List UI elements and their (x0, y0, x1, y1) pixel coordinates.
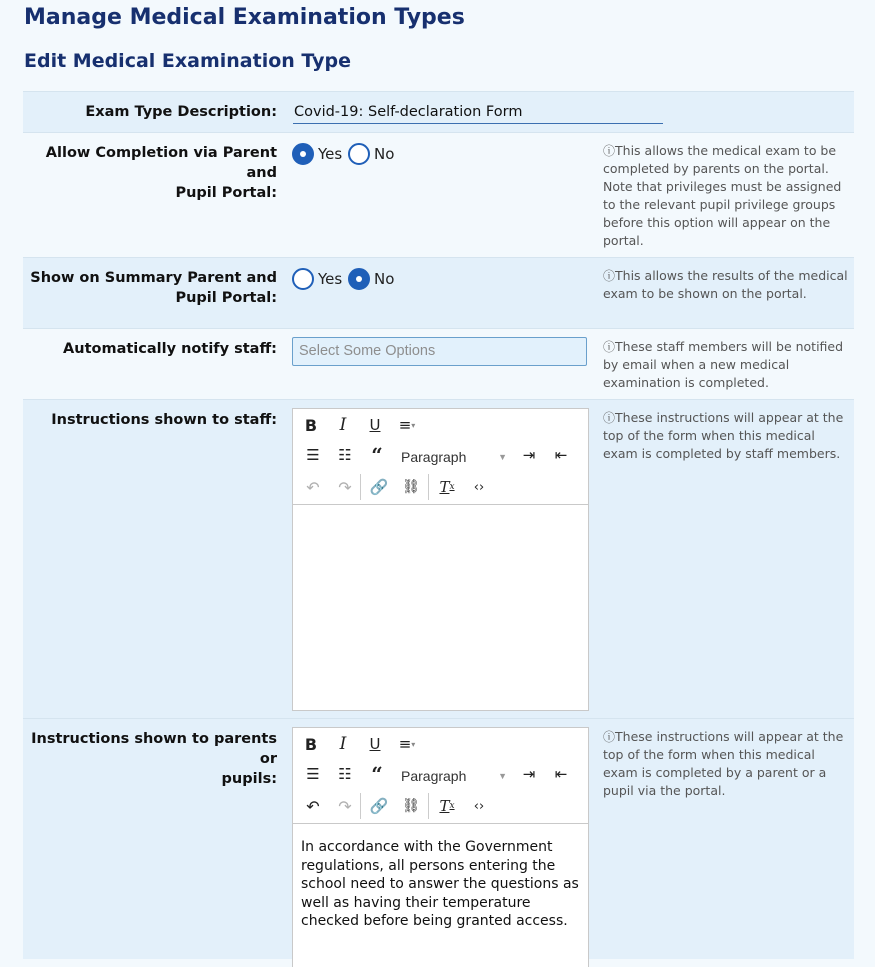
radio-checked-icon (292, 143, 314, 165)
staff-instructions-label: Instructions shown to staff: (51, 412, 277, 428)
info-icon: ⓘ (603, 340, 616, 354)
numbered-list-icon[interactable]: ☷ (338, 446, 352, 464)
info-icon: ⓘ (603, 144, 616, 158)
notify-staff-help: ⓘThese staff members will be notified by email when a new medical examination is completed. (603, 339, 844, 390)
outdent-icon[interactable]: ⇤ (554, 765, 568, 783)
chevron-down-icon: ▼ (498, 771, 507, 781)
bullet-list-icon[interactable]: ☰ (306, 765, 320, 783)
show-summary-help: ⓘThis allows the results of the medical exam to be shown on the portal. (603, 268, 848, 301)
row-allow-completion (23, 133, 854, 258)
unlink-icon[interactable]: ⛓ (402, 479, 420, 495)
link-icon[interactable]: 🔗 (369, 478, 389, 496)
link-icon[interactable]: 🔗 (369, 797, 389, 815)
description-label: Exam Type Description: (85, 104, 277, 120)
row-parent-instructions (23, 719, 854, 959)
section-title: Edit Medical Examination Type (24, 50, 351, 72)
underline-icon[interactable]: U (369, 735, 381, 753)
radio-unchecked-icon (292, 268, 314, 290)
notify-staff-label: Automatically notify staff: (63, 341, 277, 357)
align-icon[interactable]: ≡ ▾ (398, 416, 416, 434)
toolbar-divider (360, 474, 361, 500)
notify-staff-select[interactable]: Select Some Options (292, 337, 587, 366)
blockquote-icon[interactable]: “ (371, 443, 383, 467)
info-icon: ⓘ (603, 730, 616, 744)
row-show-summary (23, 258, 854, 329)
source-code-icon[interactable]: ‹› (473, 798, 485, 814)
row-description (23, 92, 854, 133)
source-code-icon[interactable]: ‹› (473, 479, 485, 495)
parent-instructions-content[interactable]: In accordance with the Government regulations, all persons entering the school need to answer the questions as well as having their temperature checked before being granted access. (301, 839, 579, 929)
allow-completion-no-radio[interactable]: No (348, 143, 394, 165)
indent-icon[interactable]: ⇥ (522, 446, 536, 464)
bullet-list-icon[interactable]: ☰ (306, 446, 320, 464)
edit-form (23, 91, 854, 929)
blockquote-icon[interactable]: “ (371, 762, 383, 786)
italic-icon[interactable]: I (339, 415, 347, 435)
parent-instructions-label: Instructions shown to parents or pupils: (31, 731, 277, 787)
chevron-down-icon: ▼ (498, 452, 507, 462)
allow-completion-yes-radio[interactable]: Yes (292, 143, 342, 165)
allow-completion-label: Allow Completion via Parent and Pupil Portal: (45, 145, 277, 201)
indent-icon[interactable]: ⇥ (522, 765, 536, 783)
redo-icon[interactable]: ↷ (338, 796, 352, 816)
undo-icon[interactable]: ↶ (306, 796, 320, 816)
staff-instructions-content[interactable] (293, 505, 588, 710)
clear-format-icon[interactable]: T x (439, 478, 455, 496)
bold-icon[interactable]: B (304, 415, 318, 435)
radio-unchecked-icon (348, 143, 370, 165)
outdent-icon[interactable]: ⇤ (554, 446, 568, 464)
align-icon[interactable]: ≡ ▾ (398, 735, 416, 753)
unlink-icon[interactable]: ⛓ (402, 798, 420, 814)
staff-instructions-help: ⓘThese instructions will appear at the top of the form when this medical exam is completed by staff members. (603, 410, 844, 461)
allow-completion-help: ⓘThis allows the medical exam to be completed by parents on the portal. Note that privileges must be assigned to the relevant pupil privilege groups before this option will appear on the portal. (603, 143, 842, 248)
bold-icon[interactable]: B (304, 734, 318, 754)
info-icon: ⓘ (603, 411, 616, 425)
undo-icon[interactable]: ↶ (306, 477, 320, 497)
show-summary-label: Show on Summary Parent and Pupil Portal: (30, 270, 277, 306)
parent-instructions-help: ⓘThese instructions will appear at the top of the form when this medical exam is completed by a parent or a pupil via the portal. (603, 729, 844, 798)
description-input[interactable] (293, 100, 663, 124)
info-icon: ⓘ (603, 269, 616, 283)
toolbar-divider (360, 793, 361, 819)
toolbar-divider (428, 474, 429, 500)
editor-toolbar (293, 409, 588, 505)
clear-format-icon[interactable]: T x (439, 797, 455, 815)
block-format-select[interactable]: Paragraph ▼ (401, 768, 507, 784)
redo-icon[interactable]: ↷ (338, 477, 352, 497)
row-notify-staff (23, 329, 854, 400)
block-format-select[interactable]: Paragraph ▼ (401, 449, 507, 465)
toolbar-divider (428, 793, 429, 819)
parent-instructions-editor (292, 727, 589, 967)
show-summary-yes-radio[interactable]: Yes (292, 268, 342, 290)
staff-instructions-editor (292, 408, 589, 711)
editor-toolbar (293, 728, 588, 824)
radio-checked-icon (348, 268, 370, 290)
underline-icon[interactable]: U (369, 416, 381, 434)
page-title: Manage Medical Examination Types (24, 5, 465, 30)
numbered-list-icon[interactable]: ☷ (338, 765, 352, 783)
italic-icon[interactable]: I (339, 734, 347, 754)
show-summary-no-radio[interactable]: No (348, 268, 394, 290)
row-staff-instructions (23, 400, 854, 719)
